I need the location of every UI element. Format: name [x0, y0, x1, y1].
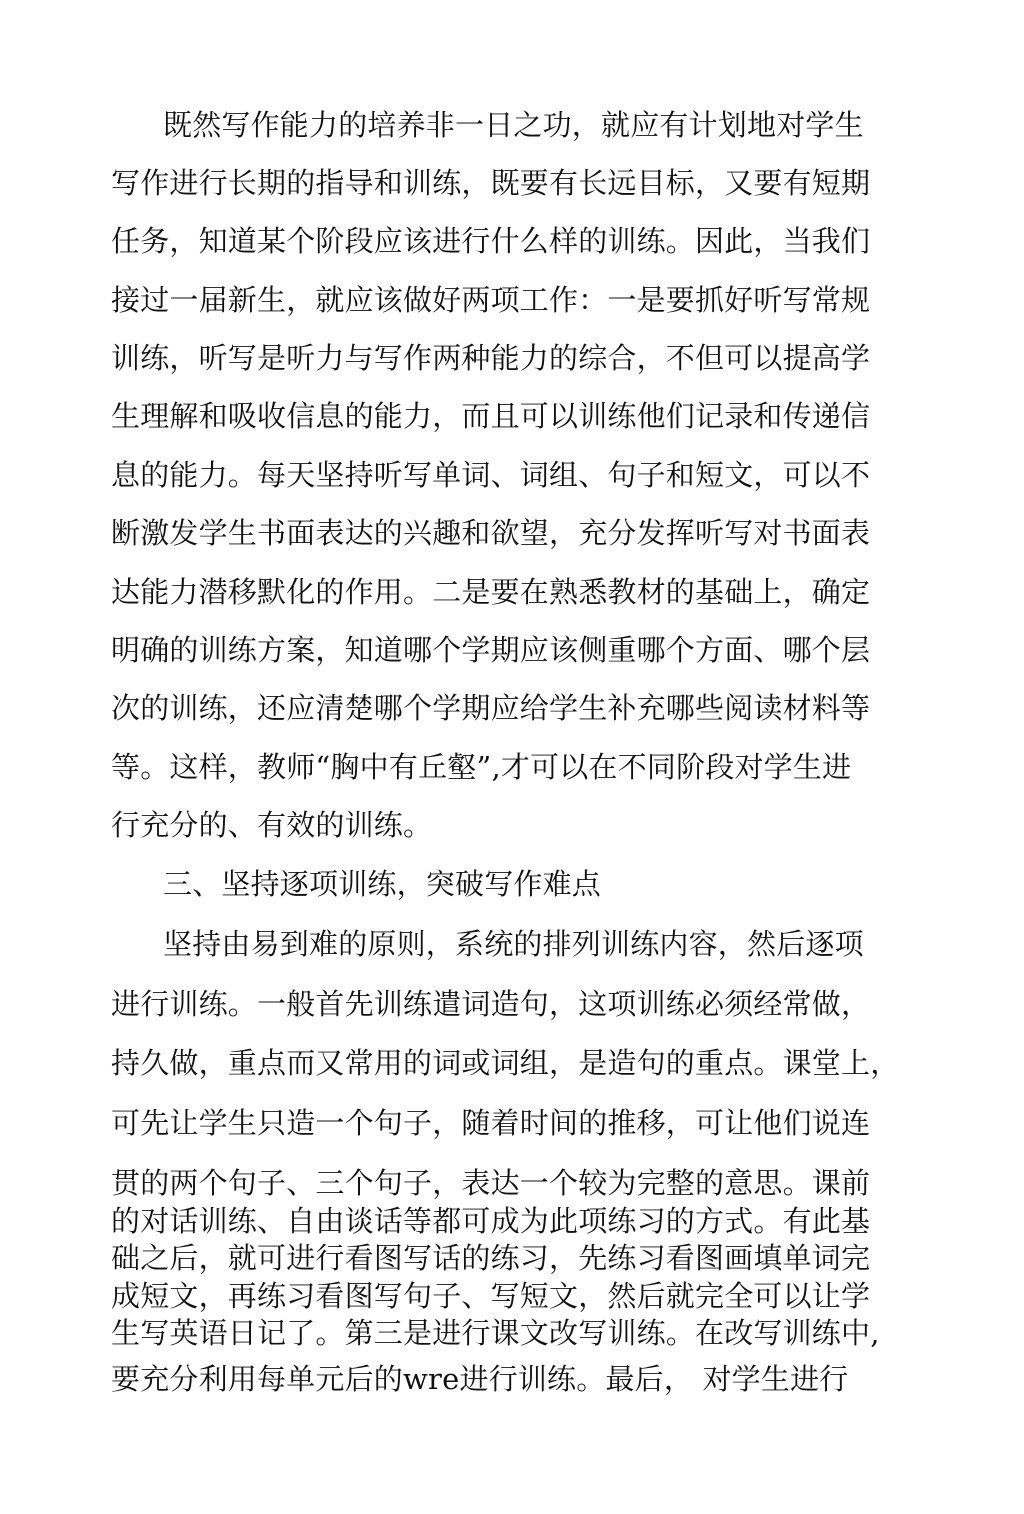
text-line: 达能力潜移默化的作用。二是要在熟悉教材的基础上，确定	[111, 575, 871, 609]
text-line: 生理解和吸收信息的能力，而且可以训练他们记录和传递信	[111, 399, 871, 433]
text-line: 础之后，就可进行看图写话的练习，先练习看图画填单词完	[111, 1241, 871, 1275]
text-line: 坚持由易到难的原则，系统的排列训练内容，然后逐项	[163, 927, 864, 961]
text-line: 要充分利用每单元后的wre进行训练。最后， 对学生进行	[111, 1362, 849, 1396]
text-line: 训练，听写是听力与写作两种能力的综合，不但可以提高学	[111, 341, 871, 375]
text-line: 明确的训练方案，知道哪个学期应该侧重哪个方面、哪个层	[111, 633, 871, 667]
text-line: 贯的两个句子、三个句子，表达一个较为完整的意思。课前	[111, 1166, 871, 1200]
text-line: 息的能力。每天坚持听写单词、词组、句子和短文，可以不	[111, 458, 871, 492]
text-line: 既然写作能力的培养非一日之功，就应有计划地对学生	[163, 108, 864, 142]
text-line: 等。这样，教师“胸中有丘壑”,才可以在不同阶段对学生进	[111, 750, 852, 784]
text-line: 的对话训练、自由谈话等都可成为此项练习的方式。有此基	[111, 1204, 871, 1238]
text-line: 可先让学生只造一个句子，随着时间的推移，可让他们说连	[111, 1106, 871, 1140]
text-line: 任务，知道某个阶段应该进行什么样的训练。因此，当我们	[111, 224, 871, 258]
text-line: 断激发学生书面表达的兴趣和欲望，充分发挥听写对书面表	[111, 516, 871, 550]
heading-line: 三、坚持逐项训练，突破写作难点	[163, 867, 602, 901]
text-line: 次的训练，还应清楚哪个学期应给学生补充哪些阅读材料等	[111, 691, 871, 725]
text-line: 写作进行长期的指导和训练，既要有长远目标，又要有短期	[111, 166, 871, 200]
text-line: 成短文，再练习看图写句子、写短文，然后就完全可以让学	[111, 1279, 871, 1313]
text-line: 进行训练。一般首先训练遣词造句，这项训练必须经常做，	[111, 987, 871, 1021]
text-line: 行充分的、有效的训练。	[111, 808, 433, 842]
text-line: 持久做，重点而又常用的词或词组，是造句的重点。课堂上，	[111, 1046, 900, 1080]
text-line: 生写英语日记了。第三是进行课文改写训练。在改写训练中,	[111, 1316, 880, 1350]
text-line: 接过一届新生，就应该做好两项工作：一是要抓好听写常规	[111, 283, 871, 317]
